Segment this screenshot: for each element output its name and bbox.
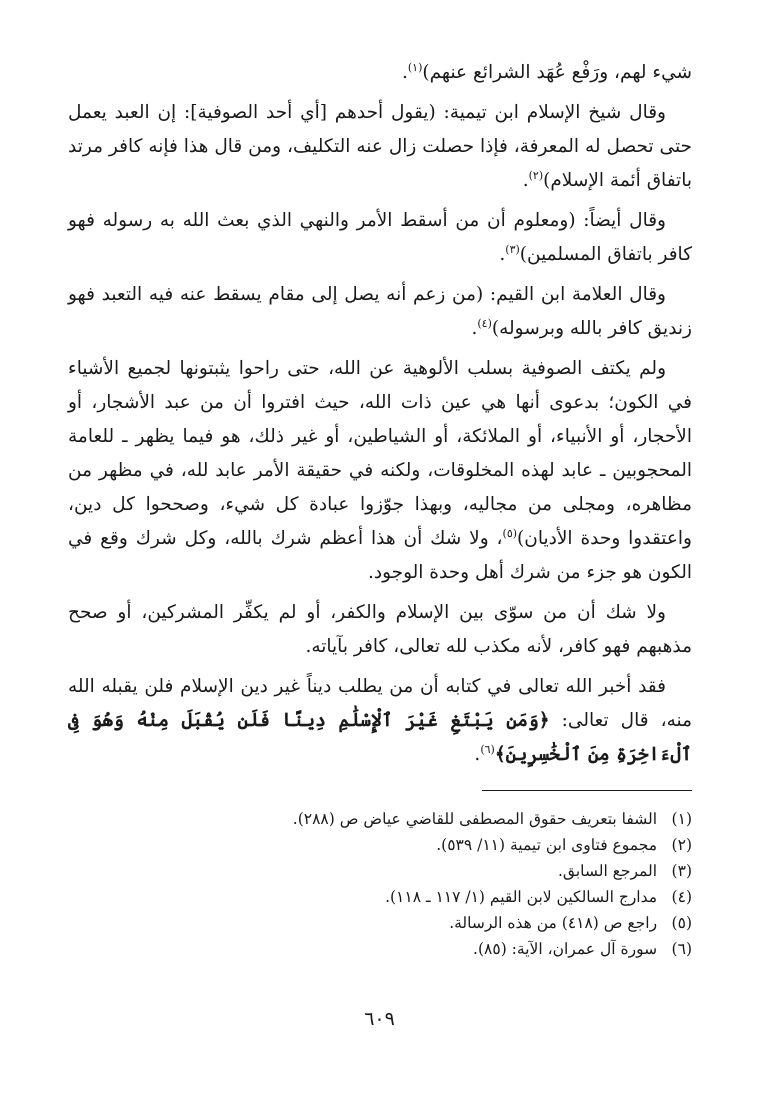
quran-verse: ﴿وَمَن يَبْتَغِ غَيْرَ ٱلْإِسْلَٰمِ دِينًا فَلَن يُقْبَلَ مِنْهُ وَهُوَ فِى ٱلْءَاخِرَةِ مِنَ ٱلْخَٰسِرِينَ﴾ [68, 710, 692, 765]
paragraph: ولم يكتف الصوفية بسلب الألوهية عن الله، حتى راحوا يثبتونها لجميع الأشياء في الكون؛ بدعوى أنها هي عين ذات الله، حيث افتروا أن من عبد الأشجار، أو الأحجار، أو الأنبياء، أو الملائكة، أو الشياطين، أو غير ذلك، هو فيما يظهر ـ للعامة المحجوبين ـ عابد لهذه المخلوقات، ولكنه في حقيقة الأمر عابد لله، في مظهر من مظاهره، ومجلى من مجاليه، وبهذا جوّزوا عبادة كل شيء، وصححوا كل دين، واعتقدوا وحدة الأديان)$^{(٥)}$، ولا شك أن هذا أعظم شرك بالله، وكل شرك وقع في الكون هو جزء من شرك أهل وحدة الوجود. [68, 358, 692, 583]
paragraph: ولا شك أن من سوّى بين الإسلام والكفر، أو لم يكفِّر المشركين، أو صحح مذهبهم فهو كافر، لأنه مكذب لله تعالى، كافر بآياته. [68, 602, 692, 657]
footnote-item [68, 936, 692, 962]
footnote-item [68, 858, 692, 884]
footnote-item [68, 910, 692, 936]
footnote-item [68, 806, 692, 832]
footnote-text: مدارج السالكين لابن القيم (١/ ١١٧ ـ ١١٨). [385, 888, 658, 906]
footnote-ref[interactable]: (٦) [480, 742, 495, 756]
footnote-number: (١) [671, 810, 692, 828]
footnote-item [68, 832, 692, 858]
paragraph: وقال العلامة ابن القيم: (من زعم أنه يصل إلى مقام يسقط عنه فيه التعبد فهو زنديق كافر بالله وبرسوله)$^{(٤)}$. [68, 284, 692, 339]
footnotes [68, 806, 692, 962]
footnote-number: (٦) [671, 940, 692, 958]
footnote-number: (٤) [671, 888, 692, 906]
footnote-ref[interactable]: (٤) [477, 316, 492, 330]
footnote-ref[interactable]: (٣) [505, 242, 520, 256]
footnote-ref[interactable]: (١) [407, 60, 423, 74]
footnote-text: راجع ص (٤١٨) من هذه الرسالة. [449, 914, 658, 932]
footnote-text: مجموع فتاوى ابن تيمية (١١/ ٥٣٩). [436, 836, 658, 854]
footnote-ref[interactable]: (٢) [528, 168, 544, 182]
paragraph: فقد أخبر الله تعالى في كتابه أن من يطلب ديناً غير دين الإسلام فلن يقبله الله منه، قال تعالى: ﴿وَمَن يَبْتَغِ غَيْرَ ٱلْإِسْلَٰمِ دِينًا فَلَن يُقْبَلَ مِنْهُ وَهُوَ فِى ٱلْءَاخِرَةِ مِنَ ٱلْخَٰسِرِينَ﴾$^{(٦)}$. [68, 676, 692, 765]
footnote-text: المرجع السابق. [558, 862, 658, 880]
main-text [68, 56, 692, 778]
footnote-number: (٥) [671, 914, 692, 932]
footnote-item [68, 884, 692, 910]
paragraph: وقال أيضاً: (ومعلوم أن من أسقط الأمر والنهي الذي بعث الله به رسوله فهو كافر باتفاق المسلمين)$^{(٣)}$. [68, 210, 692, 265]
paragraph: وقال شيخ الإسلام ابن تيمية: (يقول أحدهم [أي أحد الصوفية]: إن العبد يعمل حتى تحصل له المعرفة، فإذا حصلت زال عنه التكليف، ومن قال هذا فإنه كافر مرتد باتفاق أئمة الإسلام)$^{(٢)}$. [68, 102, 692, 191]
paragraph: شيء لهم، ورَفْع عُهَد الشرائع عنهم)$^{(١)}$. [401, 60, 692, 83]
page-number: ٦٠٩ [364, 1008, 395, 1030]
footnote-number: (٢) [671, 836, 692, 854]
footnote-text: سورة آل عمران، الآية: (٨٥). [473, 940, 658, 958]
footnote-ref[interactable]: (٥) [502, 526, 518, 540]
footnote-text: الشفا بتعريف حقوق المصطفى للقاضي عياض ص (٢٨٨). [292, 810, 658, 828]
footnote-number: (٣) [671, 862, 692, 880]
footnote-divider [482, 790, 692, 791]
